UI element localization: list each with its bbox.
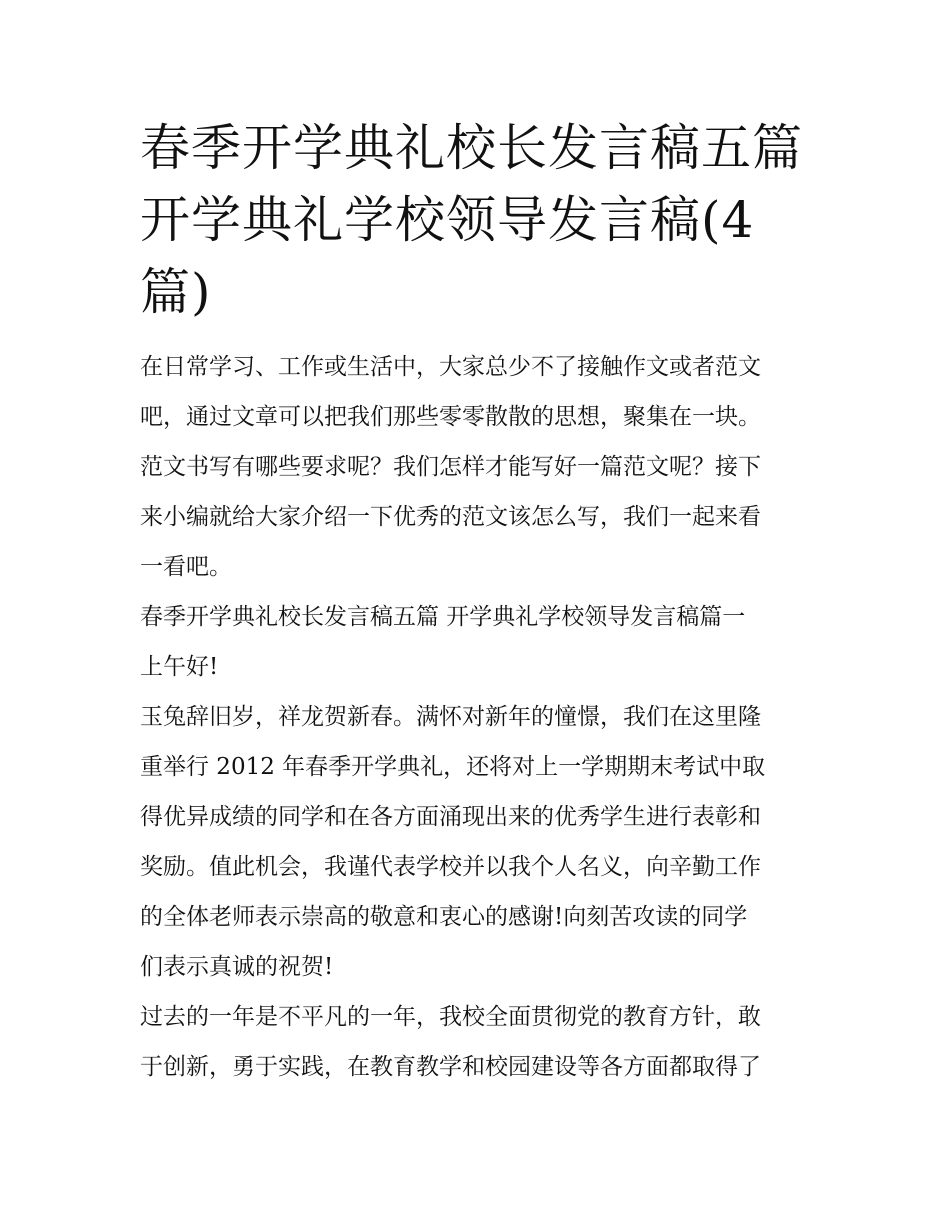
title-line: 开学典礼学校领导发言稿(4	[140, 191, 755, 249]
text-line: 的全体老师表示崇高的敬意和衷心的感谢!向刻苦攻读的同学	[140, 904, 748, 930]
text-line: 在日常学习、工作或生活中，大家总少不了接触作文或者范文	[140, 354, 761, 380]
text-line: 于创新，勇于实践，在教育教学和校园建设等各方面都取得了	[140, 1054, 761, 1080]
text-line: 们表示真诚的祝贺!	[140, 954, 334, 980]
text-line: 奖励。值此机会，我谨代表学校并以我个人名义，向辛勤工作	[140, 854, 761, 880]
text-line: 春季开学典礼校长发言稿五篇 开学典礼学校领导发言稿篇一	[140, 604, 746, 630]
text-line: 吧，通过文章可以把我们那些零零散散的思想，聚集在一块。	[140, 404, 761, 430]
text-line: 得优异成绩的同学和在各方面涌现出来的优秀学生进行表彰和	[140, 804, 761, 830]
paragraph-section-heading	[140, 592, 816, 642]
document-page	[140, 112, 816, 1092]
text-line: 过去的一年是不平凡的一年，我校全面贯彻党的教育方针，敢	[140, 1004, 761, 1030]
text-line: 玉兔辞旧岁，祥龙贺新春。满怀对新年的憧憬，我们在这里隆	[140, 704, 761, 730]
text-line: 重举行 2012 年春季开学典礼，还将对上一学期期末考试中取	[140, 754, 766, 780]
document-title	[140, 112, 816, 328]
text-line: 一看吧。	[140, 554, 232, 580]
paragraph-opening	[140, 692, 816, 992]
text-line: 范文书写有哪些要求呢？我们怎样才能写好一篇范文呢？接下	[140, 454, 761, 480]
text-line: 上午好!	[140, 654, 219, 680]
title-line: 篇)	[140, 263, 212, 321]
paragraph-greeting	[140, 642, 816, 692]
document-body	[140, 342, 816, 1092]
paragraph-intro	[140, 342, 816, 592]
title-line: 春季开学典礼校长发言稿五篇	[140, 119, 803, 177]
text-line: 来小编就给大家介绍一下优秀的范文该怎么写，我们一起来看	[140, 504, 761, 530]
paragraph-review	[140, 992, 816, 1092]
